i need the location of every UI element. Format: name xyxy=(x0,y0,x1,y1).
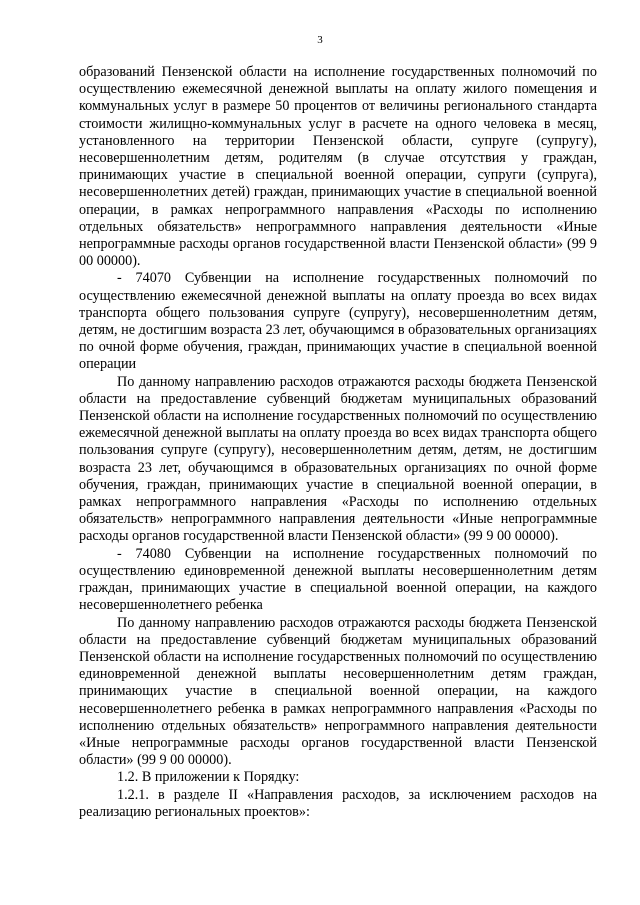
page-number: 3 xyxy=(317,34,323,46)
paragraph-continuation: образований Пензенской области на исполнение государственных полномочий по осуществлению ежемесячной денежной выплаты на оплату жилого помещения и коммунальных услуг в размере 50 процентов от величины регионального стандарта стоимости жилищно-коммунальных услуг в расчете на одного человека в месяц, установленного на территории Пензенской области, супруге (супругу), несовершеннолетним детям, родителям (в случае отсутствия у граждан, принимающих участие в специальной военной операции, супруги (супруга), несовершеннолетних детей) граждан, принимающих участие в специальной военной операции, в рамках непрограммного направления «Расходы по исполнению отдельных обязательств» непрограммного направления деятельности «Иные непрограммные расходы органов государственной власти Пензенской области» (99 9 00 00000). xyxy=(79,64,597,270)
paragraph-description-74080: По данному направлению расходов отражаются расходы бюджета Пензенской области на предоставление субвенций бюджетам муниципальных образований Пензенской области на исполнение государственных полномочий по осуществлению единовременной денежной выплаты несовершеннолетним детям граждан, принимающих участие в специальной военной операции, на каждого несовершеннолетнего ребенка в рамках непрограммного направления «Расходы по исполнению отдельных обязательств» непрограммного направления деятельности «Иные непрограммные расходы органов государственной власти Пензенской области» (99 9 00 00000). xyxy=(79,614,597,769)
paragraph-section-1-2-1: 1.2.1. в разделе II «Направления расходов, за исключением расходов на реализацию региональных проектов»: xyxy=(79,786,597,820)
paragraph-item-74070: - 74070 Субвенции на исполнение государственных полномочий по осуществлению ежемесячной денежной выплаты на оплату проезда во всех видах транспорта общего пользования супруге (супругу), несовершеннолетним детям, детям, не достигшим возраста 23 лет, обучающимся в образовательных организациях по очной форме обучения, граждан, принимающих участие в специальной военной операции xyxy=(79,270,597,373)
paragraph-description-74070: По данному направлению расходов отражаются расходы бюджета Пензенской области на предоставление субвенций бюджетам муниципальных образований Пензенской области на исполнение государственных полномочий по осуществлению ежемесячной денежной выплаты на оплату проезда во всех видах транспорта общего пользования супруге (супругу), несовершеннолетним детям, детям, не достигшим возраста 23 лет, обучающимся в образовательных организациях по очной форме обучения, граждан, принимающих участие в специальной военной операции, в рамках непрограммного направления «Расходы по исполнению отдельных обязательств» непрограммного направления деятельности «Иные непрограммные расходы органов государственной власти Пензенской области» (99 9 00 00000). xyxy=(79,373,597,545)
paragraph-item-74080: - 74080 Субвенции на исполнение государственных полномочий по осуществлению единовременной денежной выплаты несовершеннолетним детям граждан, принимающих участие в специальной военной операции, на каждого несовершеннолетнего ребенка xyxy=(79,545,597,614)
paragraph-section-1-2: 1.2. В приложении к Порядку: xyxy=(117,769,300,786)
document-body xyxy=(79,64,597,821)
